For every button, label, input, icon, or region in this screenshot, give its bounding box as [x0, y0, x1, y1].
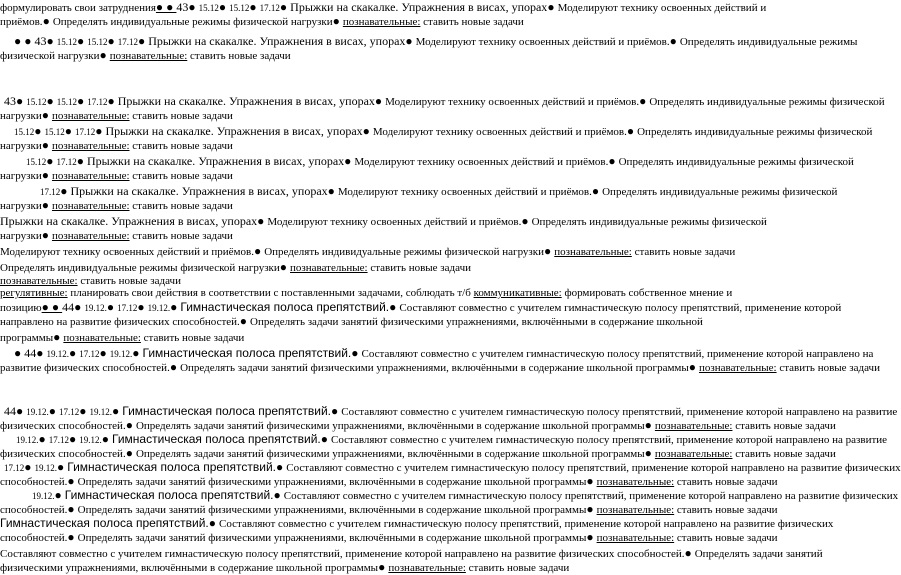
bullet-icon: ● [276, 460, 287, 474]
bullet-icon: ● [16, 94, 27, 108]
bullet-icon: ● [67, 530, 78, 544]
bullet-icon: ● [79, 404, 90, 418]
text-run: ставить новые задачи [187, 50, 291, 62]
bullet-icon: ● [99, 346, 110, 360]
text-run: Определять индивидуальные режимы физической нагрузки [0, 262, 280, 274]
bullet-icon: ● [42, 14, 53, 28]
text-run: Гимнастическая полоса препятствий. [180, 300, 390, 314]
text-run: способностей. [0, 532, 68, 544]
text-run: ставить новые задачи [129, 110, 233, 122]
text-run: познавательные: [51, 170, 130, 182]
text-run: ставить новые задачи [129, 230, 233, 242]
text-run: Составляют совместно с учителем гимнастическую полосу препятствий, применение которой [399, 302, 842, 314]
bullet-icon: ● [107, 34, 118, 48]
text-run: 43 [34, 34, 47, 48]
bullet-icon: ● [138, 34, 149, 48]
text-run: познавательные: [596, 476, 675, 488]
text-run: ставить новые задачи [129, 140, 233, 152]
text-line [0, 474, 816, 489]
text-run: Моделируют технику освоенных действий и приёмов. [385, 96, 640, 108]
text-run: 17.12 [4, 463, 25, 473]
bullet-icon: ● [112, 404, 123, 418]
text-line [0, 154, 854, 169]
text-run: ставить новые задачи [674, 476, 778, 488]
bullet-icon: ● [46, 34, 57, 48]
text-run: познавательные: [596, 532, 675, 544]
text-run: Гимнастическая полоса препятствий. [0, 516, 209, 530]
text-run: физической нагрузки [0, 50, 100, 62]
text-line [0, 360, 880, 375]
text-run: Составляют совместно с учителем гимнастическую полосу препятствий, применение которой направлено на развитие физических [286, 462, 901, 474]
text-run: 15.12 [26, 157, 47, 167]
bullet-icon: ● [60, 184, 71, 198]
text-run: 17.12 [75, 127, 96, 137]
bullet-icon: ● [41, 228, 52, 242]
text-run: 17.12 [59, 407, 80, 417]
text-run: Гимнастическая полоса препятствий. [67, 460, 277, 474]
text-run: нагрузки [0, 140, 42, 152]
bullet-icon: ● [125, 418, 136, 432]
bullet-icon: ● [626, 124, 638, 138]
text-run: 17.12 [40, 187, 61, 197]
text-run: Определять задачи занятий физическими упражнениями, включёнными в содержание школьной программы [135, 448, 645, 460]
text-run: 15.12 [26, 97, 47, 107]
text-run: ставить новые задачи [732, 448, 836, 460]
text-run: планировать свои действия в соответствии с поставленными задачами, соблюдать т/б [67, 287, 474, 299]
text-run: 17.12 [48, 435, 69, 445]
text-run: способностей. [0, 504, 68, 516]
text-line [0, 530, 816, 545]
text-run: 15.12 [14, 127, 35, 137]
bullet-icon: ● [218, 0, 230, 14]
text-run: 43 [4, 94, 16, 108]
bullet-icon: ● [332, 14, 343, 28]
bullet-icon: ● [639, 94, 650, 108]
text-line [0, 244, 816, 259]
bullet-icon: ● [101, 432, 112, 446]
text-run: Определять задачи занятий физическими упражнениями, включёнными в содержание школьной программы [180, 362, 689, 374]
bullet-icon: ● [327, 184, 338, 198]
text-run: Прыжки на скакалке. Упражнения в висах, упорах [87, 154, 345, 168]
bullet-icon: ● [107, 94, 118, 108]
text-run: 17.12 [87, 97, 108, 107]
text-line [0, 346, 874, 361]
text-run: ставить новые задачи [674, 504, 778, 516]
text-run: 15.12 [198, 3, 219, 13]
text-run: Гимнастическая полоса препятствий. [142, 346, 352, 360]
text-run: ставить новые задачи [129, 200, 233, 212]
text-run: Определять индивидуальные режимы физической [649, 96, 885, 108]
bullet-icon: ● [41, 198, 52, 212]
text-line [0, 168, 816, 183]
text-run: Гимнастическая полоса препятствий. [112, 432, 321, 446]
text-run: Моделируют технику освоенных действий и приёмов. [267, 216, 522, 228]
text-run: 15.12 [44, 127, 65, 137]
bullet-icon: ● [188, 0, 199, 14]
text-run: 43 [176, 0, 189, 14]
text-run: Определять индивидуальные режимы физической нагрузки [52, 16, 333, 28]
text-run: Прыжки на скакалке. Упражнения в висах, упорах [0, 214, 258, 228]
text-run: ставить новые задачи [367, 262, 471, 274]
bullet-icon: ● [95, 124, 106, 138]
text-line [0, 330, 816, 345]
bullet-icon: ● [362, 124, 373, 138]
bullet-icon: ● [669, 34, 680, 48]
text-run: познавательные: [51, 140, 130, 152]
text-run: ставить новые задачи [732, 420, 836, 432]
text-run: Составляют совместно с учителем гимнастическую полосу препятствий, применение которой направлено на развитие физических [283, 490, 899, 502]
text-run: 19.12. [109, 349, 133, 359]
bullet-icon: ● [208, 516, 220, 530]
bullet-icon: ● [331, 404, 342, 418]
text-run: ставить новые задачи [674, 532, 778, 544]
text-run: Моделируют технику освоенных действий и приёмов. [337, 186, 592, 198]
bullet-icon: ● [378, 560, 389, 574]
text-line [0, 314, 816, 329]
bullet-icon: ● [608, 154, 619, 168]
bullet-icon: ● [16, 404, 27, 418]
bullet-icon: ● [76, 154, 87, 168]
text-run: способностей. [0, 476, 68, 488]
text-run: Составляют совместно с учителем гимнастическую полосу препятствий, применение которой направлено на развитие [331, 434, 888, 446]
text-run: познавательные: [51, 230, 130, 242]
text-run: познавательные: [109, 50, 188, 62]
bullet-icon: ● [67, 474, 78, 488]
text-run: познавательные: [0, 275, 78, 287]
text-run: Определять индивидуальные режимы [679, 36, 858, 48]
text-run: Определять задачи занятий физическими упражнениями, включёнными в содержание школьной [250, 316, 703, 328]
bullet-icon: ● [544, 244, 555, 258]
text-line [0, 404, 898, 419]
bullet-icon: ● [41, 108, 52, 122]
text-line [0, 446, 836, 461]
bullet-icon: ● [74, 300, 85, 314]
text-run: нагрузки [0, 200, 42, 212]
text-run: 19.12. [34, 463, 57, 473]
text-run: Составляют совместно с учителем гимнастическую полосу препятствий, применение которой направлено на развитие физических способностей. [0, 548, 685, 560]
bullet-icon: ● [38, 432, 49, 446]
bullet-icon: ● [684, 546, 695, 560]
text-run: развитие физических способностей. [0, 362, 170, 374]
text-run: формулировать свои затруднения [0, 2, 156, 14]
text-run: 17.12 [259, 3, 280, 13]
text-run: познавательные: [596, 504, 675, 516]
text-run: 15.12 [56, 37, 77, 47]
bullet-icon: ● [64, 124, 75, 138]
text-line [0, 108, 816, 123]
text-run: познавательные: [554, 246, 632, 258]
text-run: 17.12 [117, 37, 138, 47]
text-run: 19.12. [16, 435, 39, 445]
bullet-icon: ● [169, 360, 181, 374]
text-run: Определять индивидуальные режимы физической [618, 156, 854, 168]
bullet-icon: ● [586, 502, 597, 516]
text-run: Определять задачи занятий физическими упражнениями, включёнными в содержание школьной программы [77, 532, 587, 544]
text-run: ставить новые задачи [776, 362, 880, 374]
bullet-icon: ● [77, 94, 88, 108]
text-line [0, 198, 816, 213]
bullet-icon: ● [279, 260, 291, 274]
bullet-icon: ● [54, 488, 65, 502]
bullet-icon: ● [253, 244, 265, 258]
bullet-icon: ● [67, 502, 78, 516]
text-run: формировать собственное мнение и [561, 287, 733, 299]
bullet-icon: ● [137, 300, 148, 314]
bullet-icon: ● [14, 346, 25, 360]
text-run: нагрузки [0, 170, 42, 182]
text-line [0, 460, 901, 475]
text-line [0, 432, 888, 447]
text-line [0, 138, 816, 153]
bullet-icon: ● [239, 314, 251, 328]
text-run: ставить новые задачи [465, 562, 570, 574]
text-run: регулятивные: [0, 287, 68, 299]
text-run: позицию [0, 302, 42, 314]
text-line [0, 184, 856, 199]
text-run: Моделируют технику освоенных действий и приёмов. [0, 246, 254, 258]
text-line [0, 286, 816, 300]
text-run: 17.12 [79, 349, 100, 359]
text-run: 15.12 [229, 3, 250, 13]
bullet-icon: ● [405, 34, 416, 48]
text-line [0, 560, 816, 575]
text-run: Определять задачи занятий [694, 548, 823, 560]
text-run: 17.12 [56, 157, 77, 167]
text-line [0, 300, 842, 315]
text-run: Определять индивидуальные режимы физической нагрузки [264, 246, 544, 258]
text-line [0, 488, 899, 503]
text-run: 19.12. [32, 491, 55, 501]
text-run: 44 [62, 300, 75, 314]
text-run: 17.12 [117, 303, 138, 313]
text-line [0, 0, 816, 15]
text-run: познавательные: [654, 448, 733, 460]
text-run: направлено на развитие физических способностей. [0, 316, 240, 328]
bullet-icon: ● [41, 168, 52, 182]
text-run: Составляют совместно с учителем гимнастическую полосу препятствий, применение которой направлено на развитие физических [219, 518, 834, 530]
bullet-icon: ● [36, 346, 47, 360]
text-run: Прыжки на скакалке. Упражнения в висах, упорах [148, 34, 406, 48]
text-run: 44 [24, 346, 37, 360]
text-run: Моделируют технику освоенных действий и приёмов. [354, 156, 609, 168]
bullet-icon: ● [273, 488, 284, 502]
bullet-icon: ● ● [155, 0, 177, 14]
text-run: 44 [4, 404, 16, 418]
text-line [0, 418, 836, 433]
text-run: Определять задачи занятий физическими упражнениями, включёнными в содержание школьной программы [77, 476, 587, 488]
text-line [0, 14, 816, 29]
text-run: 19.12. [84, 303, 107, 313]
bullet-icon: ● [374, 94, 386, 108]
text-line [0, 260, 816, 275]
bullet-icon: ● [688, 360, 700, 374]
bullet-icon: ● [547, 0, 558, 14]
bullet-icon: ● [46, 94, 57, 108]
text-run: 19.12. [46, 349, 69, 359]
bullet-icon: ● [586, 530, 597, 544]
bullet-icon: ● [170, 300, 181, 314]
text-run: Составляют совместно с учителем гимнастическую полосу препятствий, применение которой направлено на [361, 348, 874, 360]
text-run: ставить новые задачи [140, 332, 245, 344]
text-run: познавательные: [51, 110, 130, 122]
bullet-icon: ● [389, 300, 400, 314]
bullet-icon: ● [46, 154, 57, 168]
text-line [0, 228, 816, 243]
text-run: ставить новые задачи [129, 170, 233, 182]
bullet-icon: ● [591, 184, 603, 198]
text-run: физическими упражнениями, включёнными в содержание школьной программы [0, 562, 379, 574]
bullet-icon: ● [99, 48, 110, 62]
text-run: познавательные: [699, 362, 777, 374]
text-line [0, 94, 885, 109]
bullet-icon: ● [644, 418, 655, 432]
text-run: познавательные: [654, 420, 733, 432]
text-run: 19.12. [79, 435, 102, 445]
text-run: коммуникативные: [473, 287, 562, 299]
bullet-icon: ● [279, 0, 291, 14]
bullet-icon: ● [320, 432, 332, 446]
bullet-icon: ● [344, 154, 355, 168]
text-run: Определять индивидуальные режимы физической [531, 216, 767, 228]
text-run: приёмов. [0, 16, 43, 28]
text-line [0, 34, 858, 49]
text-run: Прыжки на скакалке. Упражнения в висах, упорах [290, 0, 548, 14]
text-run: физических способностей. [0, 420, 126, 432]
text-run: 19.12. [147, 303, 171, 313]
text-run: 15.12 [56, 97, 77, 107]
bullet-icon: ● [132, 346, 143, 360]
bullet-icon: ● [69, 346, 80, 360]
bullet-icon: ● [69, 432, 80, 446]
text-run: ставить новые задачи [631, 246, 736, 258]
bullet-icon: ● [77, 34, 88, 48]
text-run: нагрузки [0, 230, 42, 242]
text-line [0, 124, 873, 139]
text-run: программы [0, 332, 54, 344]
text-run: Определять задачи занятий физическими упражнениями, включёнными в содержание школьной программы [77, 504, 587, 516]
bullet-icon: ● [34, 124, 45, 138]
text-run: познавательные: [290, 262, 368, 274]
text-run: физических способностей. [0, 448, 126, 460]
bullet-icon: ● [53, 330, 64, 344]
bullet-icon: ● [106, 300, 118, 314]
text-line [0, 48, 816, 63]
bullet-icon: ● [24, 460, 35, 474]
text-run: 19.12. [26, 407, 49, 417]
text-run: нагрузки [0, 110, 42, 122]
bullet-icon: ● [57, 460, 68, 474]
text-run: ставить новые задачи [77, 275, 181, 287]
bullet-icon: ● [257, 214, 268, 228]
text-line [0, 516, 834, 531]
bullet-icon: ● [41, 138, 52, 152]
text-run: познавательные: [388, 562, 466, 574]
text-run: познавательные: [63, 332, 141, 344]
text-run: познавательные: [51, 200, 130, 212]
text-run: ставить новые задачи [420, 16, 524, 28]
text-run: Составляют совместно с учителем гимнастическую полосу препятствий, применение которой направлено на развитие [341, 406, 898, 418]
text-line [0, 502, 816, 517]
text-run: Моделируют технику освоенных действий и [557, 2, 767, 14]
text-run: Моделируют технику освоенных действий и приёмов. [372, 126, 627, 138]
bullet-icon: ● [644, 446, 655, 460]
text-line [0, 546, 823, 561]
text-run: Моделируют технику освоенных действий и приёмов. [415, 36, 670, 48]
bullet-icon: ● [521, 214, 532, 228]
bullet-icon: ● ● [41, 300, 63, 314]
text-run: Гимнастическая полоса препятствий. [64, 488, 274, 502]
bullet-icon: ● [125, 446, 136, 460]
text-run: 19.12. [89, 407, 112, 417]
text-run: Гимнастическая полоса препятствий. [122, 404, 332, 418]
bullet-icon: ● ● [14, 34, 35, 48]
bullet-icon: ● [249, 0, 260, 14]
text-run: Определять индивидуальные режимы физической [602, 186, 838, 198]
text-line [0, 214, 816, 229]
text-run: Определять задачи занятий физическими упражнениями, включёнными в содержание школьной программы [135, 420, 645, 432]
bullet-icon: ● [48, 404, 59, 418]
text-run: познавательные: [342, 16, 421, 28]
bullet-icon: ● [586, 474, 597, 488]
text-run: Определять индивидуальные режимы физической [637, 126, 873, 138]
text-run: Прыжки на скакалке. Упражнения в висах, упорах [117, 94, 375, 108]
text-run: Прыжки на скакалке. Упражнения в висах, упорах [70, 184, 328, 198]
bullet-icon: ● [351, 346, 362, 360]
text-run: Прыжки на скакалке. Упражнения в висах, упорах [105, 124, 363, 138]
text-run: 15.12 [87, 37, 108, 47]
